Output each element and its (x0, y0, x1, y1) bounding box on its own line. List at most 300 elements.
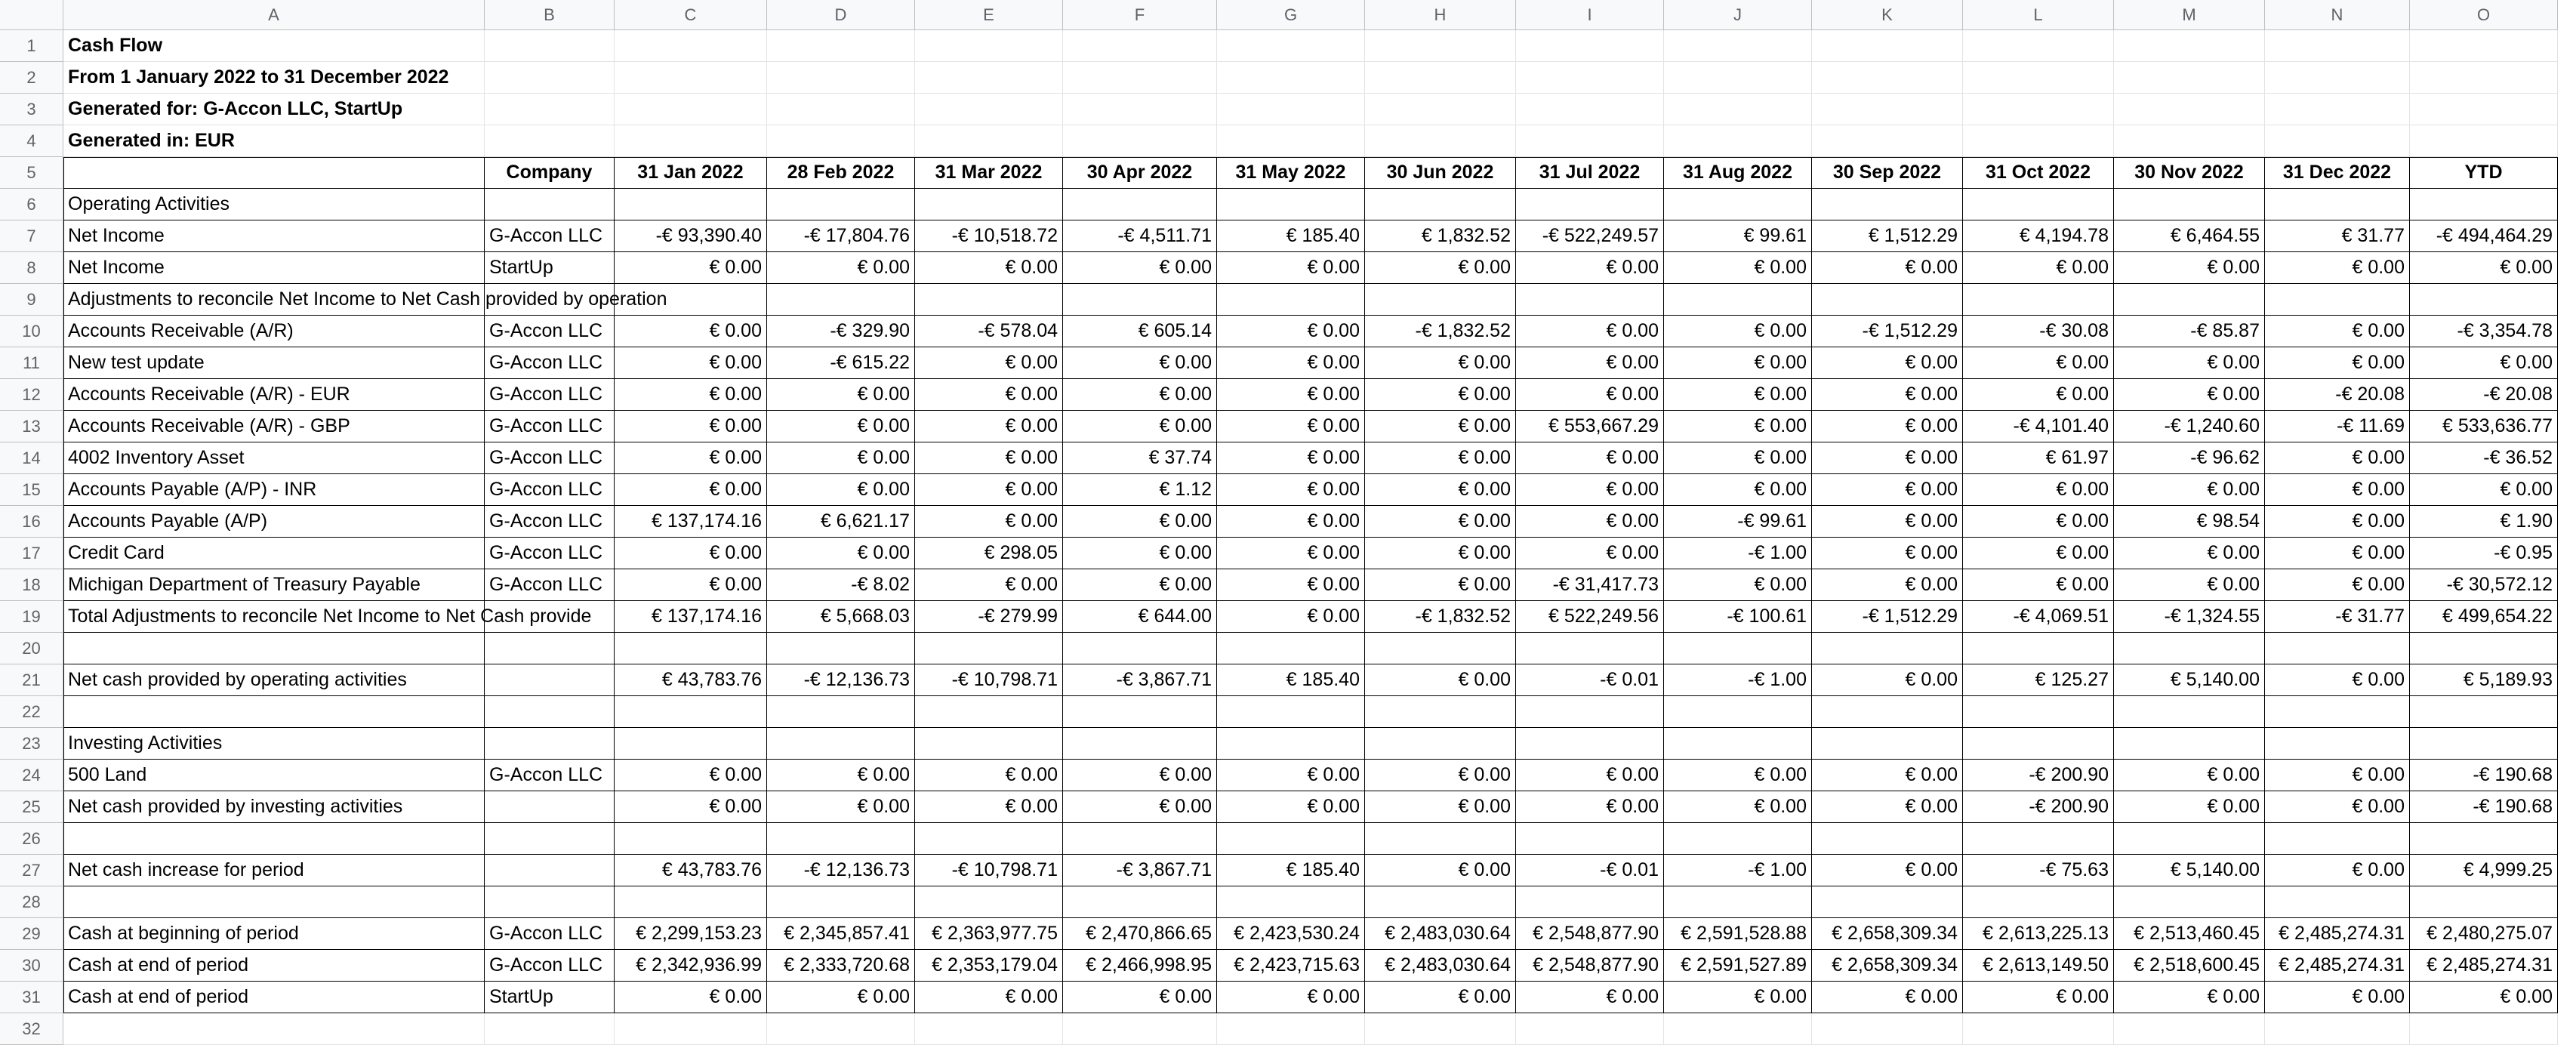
cell-o15[interactable]: € 0.00 (2410, 474, 2558, 506)
row-header-26[interactable]: 26 (0, 823, 63, 855)
cell-c11[interactable]: € 0.00 (615, 347, 767, 379)
cell-e30[interactable]: € 2,353,179.04 (915, 950, 1063, 982)
cell-m13[interactable]: -€ 1,240.60 (2114, 411, 2265, 442)
cell-h3[interactable] (1365, 94, 1516, 125)
cell-f2[interactable] (1063, 62, 1217, 94)
cell-g28[interactable] (1217, 886, 1365, 918)
cell-e29[interactable]: € 2,363,977.75 (915, 918, 1063, 950)
cell-o29[interactable]: € 2,480,275.07 (2410, 918, 2558, 950)
cell-h16[interactable]: € 0.00 (1365, 506, 1516, 538)
cell-m29[interactable]: € 2,513,460.45 (2114, 918, 2265, 950)
cell-n22[interactable] (2265, 696, 2410, 728)
cell-l15[interactable]: € 0.00 (1963, 474, 2114, 506)
cell-i12[interactable]: € 0.00 (1516, 379, 1664, 411)
cell-n1[interactable] (2265, 30, 2410, 62)
cell-f26[interactable] (1063, 823, 1217, 855)
column-header-n[interactable]: N (2265, 0, 2410, 30)
cell-f8[interactable]: € 0.00 (1063, 252, 1217, 284)
cell-f30[interactable]: € 2,466,998.95 (1063, 950, 1217, 982)
column-header-i[interactable]: I (1516, 0, 1664, 30)
cell-f28[interactable] (1063, 886, 1217, 918)
cell-m28[interactable] (2114, 886, 2265, 918)
cell-h15[interactable]: € 0.00 (1365, 474, 1516, 506)
cell-j2[interactable] (1664, 62, 1812, 94)
cell-l21[interactable]: € 125.27 (1963, 664, 2114, 696)
row-header-31[interactable]: 31 (0, 982, 63, 1013)
cell-a3[interactable]: Generated for: G-Accon LLC, StartUp (63, 94, 485, 125)
cell-h1[interactable] (1365, 30, 1516, 62)
cell-b14[interactable]: G-Accon LLC (485, 442, 615, 474)
cell-f7[interactable]: -€ 4,511.71 (1063, 220, 1217, 252)
cell-l29[interactable]: € 2,613,225.13 (1963, 918, 2114, 950)
cell-i7[interactable]: -€ 522,249.57 (1516, 220, 1664, 252)
cell-k9[interactable] (1812, 284, 1963, 316)
cell-i1[interactable] (1516, 30, 1664, 62)
cell-o16[interactable]: € 1.90 (2410, 506, 2558, 538)
cell-i6[interactable] (1516, 189, 1664, 220)
cell-b3[interactable] (485, 94, 615, 125)
cell-a22[interactable] (63, 696, 485, 728)
cell-k11[interactable]: € 0.00 (1812, 347, 1963, 379)
cell-f6[interactable] (1063, 189, 1217, 220)
cell-h13[interactable]: € 0.00 (1365, 411, 1516, 442)
cell-i25[interactable]: € 0.00 (1516, 791, 1664, 823)
cell-b21[interactable] (485, 664, 615, 696)
cell-m30[interactable]: € 2,518,600.45 (2114, 950, 2265, 982)
cell-e7[interactable]: -€ 10,518.72 (915, 220, 1063, 252)
cell-h26[interactable] (1365, 823, 1516, 855)
cell-m3[interactable] (2114, 94, 2265, 125)
cell-d6[interactable] (767, 189, 915, 220)
cell-o3[interactable] (2410, 94, 2558, 125)
cell-b18[interactable]: G-Accon LLC (485, 569, 615, 601)
cell-b26[interactable] (485, 823, 615, 855)
cell-j17[interactable]: -€ 1.00 (1664, 538, 1812, 569)
cell-o20[interactable] (2410, 633, 2558, 664)
cell-i17[interactable]: € 0.00 (1516, 538, 1664, 569)
cell-f5[interactable]: 30 Apr 2022 (1063, 157, 1217, 189)
cell-i21[interactable]: -€ 0.01 (1516, 664, 1664, 696)
cell-a7[interactable]: Net Income (63, 220, 485, 252)
cell-e13[interactable]: € 0.00 (915, 411, 1063, 442)
cell-o27[interactable]: € 4,999.25 (2410, 855, 2558, 886)
cell-o24[interactable]: -€ 190.68 (2410, 760, 2558, 791)
cell-g23[interactable] (1217, 728, 1365, 760)
cell-d22[interactable] (767, 696, 915, 728)
cell-c27[interactable]: € 43,783.76 (615, 855, 767, 886)
cell-l13[interactable]: -€ 4,101.40 (1963, 411, 2114, 442)
cell-g31[interactable]: € 0.00 (1217, 982, 1365, 1013)
row-header-18[interactable]: 18 (0, 569, 63, 601)
cell-d8[interactable]: € 0.00 (767, 252, 915, 284)
cell-c24[interactable]: € 0.00 (615, 760, 767, 791)
cell-l5[interactable]: 31 Oct 2022 (1963, 157, 2114, 189)
cell-e19[interactable]: -€ 279.99 (915, 601, 1063, 633)
cell-g5[interactable]: 31 May 2022 (1217, 157, 1365, 189)
cell-e26[interactable] (915, 823, 1063, 855)
cell-c8[interactable]: € 0.00 (615, 252, 767, 284)
cell-d27[interactable]: -€ 12,136.73 (767, 855, 915, 886)
cell-g2[interactable] (1217, 62, 1365, 94)
cell-j6[interactable] (1664, 189, 1812, 220)
cell-f31[interactable]: € 0.00 (1063, 982, 1217, 1013)
cell-h7[interactable]: € 1,832.52 (1365, 220, 1516, 252)
cell-h23[interactable] (1365, 728, 1516, 760)
cell-g25[interactable]: € 0.00 (1217, 791, 1365, 823)
cell-f32[interactable] (1063, 1013, 1217, 1045)
cell-c5[interactable]: 31 Jan 2022 (615, 157, 767, 189)
cell-l25[interactable]: -€ 200.90 (1963, 791, 2114, 823)
cell-i11[interactable]: € 0.00 (1516, 347, 1664, 379)
cell-k18[interactable]: € 0.00 (1812, 569, 1963, 601)
cell-a31[interactable]: Cash at end of period (63, 982, 485, 1013)
cell-a13[interactable]: Accounts Receivable (A/R) - GBP (63, 411, 485, 442)
cell-m12[interactable]: € 0.00 (2114, 379, 2265, 411)
cell-a5[interactable] (63, 157, 485, 189)
cell-k10[interactable]: -€ 1,512.29 (1812, 316, 1963, 347)
cell-n24[interactable]: € 0.00 (2265, 760, 2410, 791)
cell-n30[interactable]: € 2,485,274.31 (2265, 950, 2410, 982)
cell-c16[interactable]: € 137,174.16 (615, 506, 767, 538)
cell-j1[interactable] (1664, 30, 1812, 62)
cell-e14[interactable]: € 0.00 (915, 442, 1063, 474)
cell-o9[interactable] (2410, 284, 2558, 316)
cell-k7[interactable]: € 1,512.29 (1812, 220, 1963, 252)
cell-i2[interactable] (1516, 62, 1664, 94)
cell-o21[interactable]: € 5,189.93 (2410, 664, 2558, 696)
cell-g17[interactable]: € 0.00 (1217, 538, 1365, 569)
cell-c18[interactable]: € 0.00 (615, 569, 767, 601)
cell-i15[interactable]: € 0.00 (1516, 474, 1664, 506)
cell-f16[interactable]: € 0.00 (1063, 506, 1217, 538)
row-header-7[interactable]: 7 (0, 220, 63, 252)
row-header-16[interactable]: 16 (0, 506, 63, 538)
cell-c13[interactable]: € 0.00 (615, 411, 767, 442)
cell-b27[interactable] (485, 855, 615, 886)
cell-a6[interactable]: Operating Activities (63, 189, 485, 220)
cell-l28[interactable] (1963, 886, 2114, 918)
cell-l17[interactable]: € 0.00 (1963, 538, 2114, 569)
cell-e27[interactable]: -€ 10,798.71 (915, 855, 1063, 886)
column-header-h[interactable]: H (1365, 0, 1516, 30)
cell-b31[interactable]: StartUp (485, 982, 615, 1013)
cell-e20[interactable] (915, 633, 1063, 664)
cell-g9[interactable] (1217, 284, 1365, 316)
cell-a4[interactable]: Generated in: EUR (63, 125, 485, 157)
cell-k20[interactable] (1812, 633, 1963, 664)
cell-c32[interactable] (615, 1013, 767, 1045)
row-header-32[interactable]: 32 (0, 1013, 63, 1045)
cell-f11[interactable]: € 0.00 (1063, 347, 1217, 379)
cell-c2[interactable] (615, 62, 767, 94)
cell-h10[interactable]: -€ 1,832.52 (1365, 316, 1516, 347)
cell-e1[interactable] (915, 30, 1063, 62)
row-header-27[interactable]: 27 (0, 855, 63, 886)
cell-h20[interactable] (1365, 633, 1516, 664)
cell-o11[interactable]: € 0.00 (2410, 347, 2558, 379)
cell-g6[interactable] (1217, 189, 1365, 220)
cell-d12[interactable]: € 0.00 (767, 379, 915, 411)
cell-h8[interactable]: € 0.00 (1365, 252, 1516, 284)
cell-d2[interactable] (767, 62, 915, 94)
cell-m26[interactable] (2114, 823, 2265, 855)
cell-b30[interactable]: G-Accon LLC (485, 950, 615, 982)
cell-k30[interactable]: € 2,658,309.34 (1812, 950, 1963, 982)
cell-c14[interactable]: € 0.00 (615, 442, 767, 474)
cell-g29[interactable]: € 2,423,530.24 (1217, 918, 1365, 950)
cell-m27[interactable]: € 5,140.00 (2114, 855, 2265, 886)
cell-d18[interactable]: -€ 8.02 (767, 569, 915, 601)
cell-n19[interactable]: -€ 31.77 (2265, 601, 2410, 633)
cell-d11[interactable]: -€ 615.22 (767, 347, 915, 379)
cell-b13[interactable]: G-Accon LLC (485, 411, 615, 442)
column-header-m[interactable]: M (2114, 0, 2265, 30)
cell-o25[interactable]: -€ 190.68 (2410, 791, 2558, 823)
column-header-e[interactable]: E (915, 0, 1063, 30)
cell-i16[interactable]: € 0.00 (1516, 506, 1664, 538)
cell-c15[interactable]: € 0.00 (615, 474, 767, 506)
cell-e11[interactable]: € 0.00 (915, 347, 1063, 379)
cell-k13[interactable]: € 0.00 (1812, 411, 1963, 442)
cell-b23[interactable] (485, 728, 615, 760)
cell-h21[interactable]: € 0.00 (1365, 664, 1516, 696)
cell-h25[interactable]: € 0.00 (1365, 791, 1516, 823)
cell-c6[interactable] (615, 189, 767, 220)
cell-n21[interactable]: € 0.00 (2265, 664, 2410, 696)
cell-e5[interactable]: 31 Mar 2022 (915, 157, 1063, 189)
cell-a12[interactable]: Accounts Receivable (A/R) - EUR (63, 379, 485, 411)
cell-l2[interactable] (1963, 62, 2114, 94)
cell-j9[interactable] (1664, 284, 1812, 316)
cell-i20[interactable] (1516, 633, 1664, 664)
cell-m10[interactable]: -€ 85.87 (2114, 316, 2265, 347)
cell-n8[interactable]: € 0.00 (2265, 252, 2410, 284)
cell-m23[interactable] (2114, 728, 2265, 760)
select-all-corner[interactable] (0, 0, 63, 30)
cell-o12[interactable]: -€ 20.08 (2410, 379, 2558, 411)
cell-h19[interactable]: -€ 1,832.52 (1365, 601, 1516, 633)
cell-l10[interactable]: -€ 30.08 (1963, 316, 2114, 347)
cell-k5[interactable]: 30 Sep 2022 (1812, 157, 1963, 189)
cell-b25[interactable] (485, 791, 615, 823)
cell-k26[interactable] (1812, 823, 1963, 855)
cell-e28[interactable] (915, 886, 1063, 918)
cell-k2[interactable] (1812, 62, 1963, 94)
cell-d10[interactable]: -€ 329.90 (767, 316, 915, 347)
cell-i10[interactable]: € 0.00 (1516, 316, 1664, 347)
cell-n25[interactable]: € 0.00 (2265, 791, 2410, 823)
cell-e25[interactable]: € 0.00 (915, 791, 1063, 823)
cell-c10[interactable]: € 0.00 (615, 316, 767, 347)
cell-m9[interactable] (2114, 284, 2265, 316)
cell-c22[interactable] (615, 696, 767, 728)
cell-o31[interactable]: € 0.00 (2410, 982, 2558, 1013)
row-header-15[interactable]: 15 (0, 474, 63, 506)
cell-h22[interactable] (1365, 696, 1516, 728)
cell-n2[interactable] (2265, 62, 2410, 94)
cell-c19[interactable]: € 137,174.16 (615, 601, 767, 633)
cell-i28[interactable] (1516, 886, 1664, 918)
cell-n5[interactable]: 31 Dec 2022 (2265, 157, 2410, 189)
cell-l20[interactable] (1963, 633, 2114, 664)
cell-m32[interactable] (2114, 1013, 2265, 1045)
cell-h24[interactable]: € 0.00 (1365, 760, 1516, 791)
cell-l3[interactable] (1963, 94, 2114, 125)
cell-h27[interactable]: € 0.00 (1365, 855, 1516, 886)
cell-a2[interactable]: From 1 January 2022 to 31 December 2022 (63, 62, 485, 94)
cell-e15[interactable]: € 0.00 (915, 474, 1063, 506)
cell-m8[interactable]: € 0.00 (2114, 252, 2265, 284)
cell-m24[interactable]: € 0.00 (2114, 760, 2265, 791)
cell-b12[interactable]: G-Accon LLC (485, 379, 615, 411)
cell-g26[interactable] (1217, 823, 1365, 855)
cell-j32[interactable] (1664, 1013, 1812, 1045)
cell-i14[interactable]: € 0.00 (1516, 442, 1664, 474)
cell-f20[interactable] (1063, 633, 1217, 664)
cell-m21[interactable]: € 5,140.00 (2114, 664, 2265, 696)
cell-g16[interactable]: € 0.00 (1217, 506, 1365, 538)
cell-l24[interactable]: -€ 200.90 (1963, 760, 2114, 791)
cell-h2[interactable] (1365, 62, 1516, 94)
cell-n32[interactable] (2265, 1013, 2410, 1045)
row-header-11[interactable]: 11 (0, 347, 63, 379)
cell-e16[interactable]: € 0.00 (915, 506, 1063, 538)
cell-g32[interactable] (1217, 1013, 1365, 1045)
cell-d5[interactable]: 28 Feb 2022 (767, 157, 915, 189)
cell-g7[interactable]: € 185.40 (1217, 220, 1365, 252)
cell-m14[interactable]: -€ 96.62 (2114, 442, 2265, 474)
cell-c23[interactable] (615, 728, 767, 760)
row-header-19[interactable]: 19 (0, 601, 63, 633)
cell-a15[interactable]: Accounts Payable (A/P) - INR (63, 474, 485, 506)
cell-a20[interactable] (63, 633, 485, 664)
cell-o6[interactable] (2410, 189, 2558, 220)
cell-d1[interactable] (767, 30, 915, 62)
cell-n29[interactable]: € 2,485,274.31 (2265, 918, 2410, 950)
cell-j22[interactable] (1664, 696, 1812, 728)
column-header-f[interactable]: F (1063, 0, 1217, 30)
cell-n15[interactable]: € 0.00 (2265, 474, 2410, 506)
cell-g20[interactable] (1217, 633, 1365, 664)
cell-c31[interactable]: € 0.00 (615, 982, 767, 1013)
cell-n12[interactable]: -€ 20.08 (2265, 379, 2410, 411)
cell-j31[interactable]: € 0.00 (1664, 982, 1812, 1013)
cell-a14[interactable]: 4002 Inventory Asset (63, 442, 485, 474)
column-header-c[interactable]: C (615, 0, 767, 30)
cell-o28[interactable] (2410, 886, 2558, 918)
cell-g12[interactable]: € 0.00 (1217, 379, 1365, 411)
cell-e18[interactable]: € 0.00 (915, 569, 1063, 601)
cell-j4[interactable] (1664, 125, 1812, 157)
cell-a28[interactable] (63, 886, 485, 918)
cell-c26[interactable] (615, 823, 767, 855)
cell-e2[interactable] (915, 62, 1063, 94)
cell-i9[interactable] (1516, 284, 1664, 316)
row-header-25[interactable]: 25 (0, 791, 63, 823)
cell-b29[interactable]: G-Accon LLC (485, 918, 615, 950)
cell-d21[interactable]: -€ 12,136.73 (767, 664, 915, 696)
cell-b2[interactable] (485, 62, 615, 94)
cell-i4[interactable] (1516, 125, 1664, 157)
cell-g30[interactable]: € 2,423,715.63 (1217, 950, 1365, 982)
cell-l12[interactable]: € 0.00 (1963, 379, 2114, 411)
cell-f27[interactable]: -€ 3,867.71 (1063, 855, 1217, 886)
cell-o14[interactable]: -€ 36.52 (2410, 442, 2558, 474)
cell-d25[interactable]: € 0.00 (767, 791, 915, 823)
cell-h14[interactable]: € 0.00 (1365, 442, 1516, 474)
cell-f10[interactable]: € 605.14 (1063, 316, 1217, 347)
cell-k22[interactable] (1812, 696, 1963, 728)
cell-n11[interactable]: € 0.00 (2265, 347, 2410, 379)
cell-a19[interactable]: Total Adjustments to reconcile Net Income to Net Cash provide (63, 601, 485, 633)
cell-d14[interactable]: € 0.00 (767, 442, 915, 474)
cell-a30[interactable]: Cash at end of period (63, 950, 485, 982)
cell-h17[interactable]: € 0.00 (1365, 538, 1516, 569)
cell-a10[interactable]: Accounts Receivable (A/R) (63, 316, 485, 347)
column-header-g[interactable]: G (1217, 0, 1365, 30)
cell-f18[interactable]: € 0.00 (1063, 569, 1217, 601)
cell-a27[interactable]: Net cash increase for period (63, 855, 485, 886)
cell-e8[interactable]: € 0.00 (915, 252, 1063, 284)
cell-e22[interactable] (915, 696, 1063, 728)
cell-e31[interactable]: € 0.00 (915, 982, 1063, 1013)
cell-f4[interactable] (1063, 125, 1217, 157)
cell-a32[interactable] (63, 1013, 485, 1045)
cell-k16[interactable]: € 0.00 (1812, 506, 1963, 538)
row-header-10[interactable]: 10 (0, 316, 63, 347)
cell-a1[interactable]: Cash Flow (63, 30, 485, 62)
cell-a23[interactable]: Investing Activities (63, 728, 485, 760)
cell-k23[interactable] (1812, 728, 1963, 760)
cell-k27[interactable]: € 0.00 (1812, 855, 1963, 886)
cell-g11[interactable]: € 0.00 (1217, 347, 1365, 379)
cell-d26[interactable] (767, 823, 915, 855)
cell-k19[interactable]: -€ 1,512.29 (1812, 601, 1963, 633)
cell-l11[interactable]: € 0.00 (1963, 347, 2114, 379)
cell-m5[interactable]: 30 Nov 2022 (2114, 157, 2265, 189)
cell-o1[interactable] (2410, 30, 2558, 62)
cell-j13[interactable]: € 0.00 (1664, 411, 1812, 442)
cell-m25[interactable]: € 0.00 (2114, 791, 2265, 823)
cell-o5[interactable]: YTD (2410, 157, 2558, 189)
cell-b4[interactable] (485, 125, 615, 157)
cell-o22[interactable] (2410, 696, 2558, 728)
cell-e24[interactable]: € 0.00 (915, 760, 1063, 791)
cell-b22[interactable] (485, 696, 615, 728)
cell-o19[interactable]: € 499,654.22 (2410, 601, 2558, 633)
cell-m15[interactable]: € 0.00 (2114, 474, 2265, 506)
cell-g4[interactable] (1217, 125, 1365, 157)
cell-k25[interactable]: € 0.00 (1812, 791, 1963, 823)
cell-e12[interactable]: € 0.00 (915, 379, 1063, 411)
cell-j25[interactable]: € 0.00 (1664, 791, 1812, 823)
cell-f12[interactable]: € 0.00 (1063, 379, 1217, 411)
row-header-9[interactable]: 9 (0, 284, 63, 316)
cell-f3[interactable] (1063, 94, 1217, 125)
cell-h9[interactable] (1365, 284, 1516, 316)
cell-n9[interactable] (2265, 284, 2410, 316)
cell-i3[interactable] (1516, 94, 1664, 125)
cell-k31[interactable]: € 0.00 (1812, 982, 1963, 1013)
cell-m4[interactable] (2114, 125, 2265, 157)
cell-m20[interactable] (2114, 633, 2265, 664)
cell-i31[interactable]: € 0.00 (1516, 982, 1664, 1013)
cell-m16[interactable]: € 98.54 (2114, 506, 2265, 538)
cell-l7[interactable]: € 4,194.78 (1963, 220, 2114, 252)
cell-d30[interactable]: € 2,333,720.68 (767, 950, 915, 982)
cell-n13[interactable]: -€ 11.69 (2265, 411, 2410, 442)
cell-c29[interactable]: € 2,299,153.23 (615, 918, 767, 950)
